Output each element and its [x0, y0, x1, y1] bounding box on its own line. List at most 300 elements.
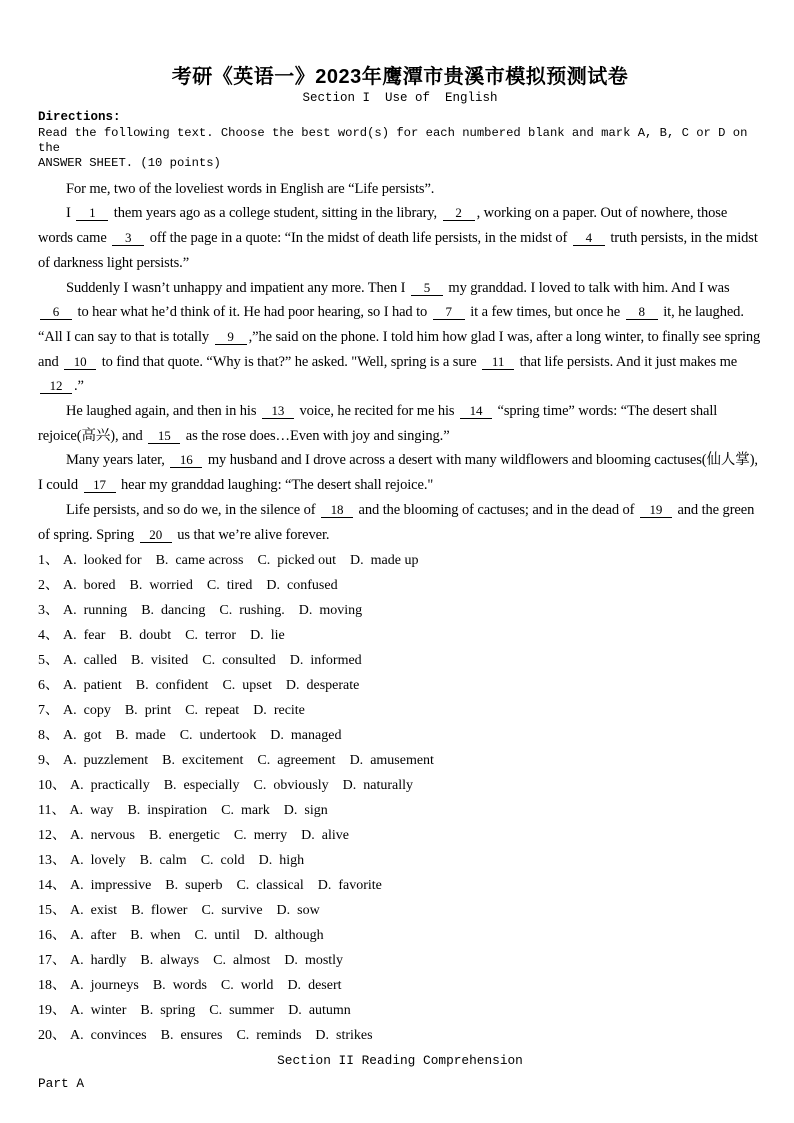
option-label: B.	[155, 553, 169, 569]
option-text: mostly	[304, 953, 344, 969]
option-label: A.	[70, 853, 84, 869]
option-label: C.	[179, 728, 193, 744]
option-label: C.	[233, 828, 247, 844]
question-6-option-b	[136, 678, 209, 693]
question-7-option-b	[125, 703, 171, 718]
question-18-option-a	[70, 978, 139, 993]
cloze-blank-14: 14	[460, 403, 492, 419]
question-9-option-d	[350, 753, 434, 768]
option-text: undertook	[199, 728, 257, 744]
option-text: lie	[270, 628, 285, 644]
option-label: A.	[69, 803, 84, 819]
option-text: looked for	[83, 553, 142, 569]
option-text: confident	[155, 678, 209, 694]
option-label: B.	[135, 678, 149, 694]
question-row-8	[38, 723, 762, 748]
question-17-option-b	[140, 953, 199, 968]
option-text: called	[83, 653, 118, 669]
option-label: A.	[63, 728, 77, 744]
option-text: almost	[232, 953, 271, 969]
question-row-2	[38, 573, 762, 598]
option-label: B.	[160, 1028, 174, 1044]
question-13-option-a	[70, 853, 126, 868]
cloze-blank-10: 10	[64, 354, 96, 370]
question-number: 9、	[38, 753, 59, 769]
question-row-3	[38, 598, 762, 623]
cloze-passage	[38, 177, 762, 548]
option-label: C.	[206, 578, 220, 594]
option-text: informed	[310, 653, 362, 669]
question-row-7	[38, 698, 762, 723]
option-label: A.	[63, 653, 77, 669]
question-number: 20、	[38, 1028, 66, 1044]
option-label: B.	[141, 603, 155, 619]
question-6-option-d	[286, 678, 359, 693]
option-text: convinces	[90, 1028, 147, 1044]
option-label: A.	[63, 678, 77, 694]
cloze-blank-11: 11	[482, 354, 514, 370]
question-number: 13、	[38, 853, 66, 869]
option-label: A.	[70, 903, 84, 919]
option-label: D.	[250, 628, 264, 644]
cloze-blank-17: 17	[84, 477, 116, 493]
question-row-15	[38, 898, 762, 923]
option-text: autumn	[308, 1003, 351, 1019]
option-text: alive	[321, 828, 349, 844]
cloze-blank-5: 5	[411, 280, 443, 296]
option-text: tired	[226, 578, 253, 594]
option-text: puzzlement	[83, 753, 149, 769]
option-label: A.	[63, 703, 77, 719]
directions-label: Directions:	[38, 110, 121, 124]
question-20-option-a	[70, 1028, 147, 1043]
option-text: practically	[90, 778, 150, 794]
question-16-option-c	[194, 928, 240, 943]
question-row-20	[38, 1023, 762, 1048]
option-text: bored	[83, 578, 116, 594]
option-text: although	[274, 928, 324, 944]
option-text: patient	[83, 678, 122, 694]
question-10-option-b	[164, 778, 240, 793]
question-1-option-b	[156, 553, 244, 568]
question-1-option-d	[350, 553, 418, 568]
option-label: C.	[200, 853, 214, 869]
option-text: ensures	[180, 1028, 223, 1044]
question-row-6	[38, 673, 762, 698]
cloze-blank-9: 9	[215, 329, 247, 345]
option-text: visited	[150, 653, 189, 669]
option-label: C.	[219, 603, 233, 619]
directions-text-line-1: Read the following text. Choose the best word(s) for each numbered blank and mark A, B, C or D on the	[38, 125, 755, 155]
question-row-14	[38, 873, 762, 898]
question-number: 12、	[38, 828, 66, 844]
option-text: flower	[150, 903, 188, 919]
option-text: desperate	[306, 678, 360, 694]
question-15-option-c	[201, 903, 262, 918]
option-label: C.	[185, 628, 198, 644]
option-label: A.	[70, 878, 84, 894]
question-7-option-a	[63, 703, 111, 718]
question-8-option-c	[180, 728, 257, 743]
question-2-option-b	[130, 578, 193, 593]
option-text: sign	[304, 803, 328, 819]
option-label: D.	[342, 778, 357, 794]
option-text: world	[240, 978, 274, 994]
option-text: until	[214, 928, 240, 944]
option-text: mark	[241, 803, 270, 819]
question-19-option-c	[209, 1003, 274, 1018]
question-13-option-d	[259, 853, 305, 868]
question-5-option-a	[63, 653, 117, 668]
passage-paragraph-4: He laughed again, and then in his 13 voice, he recited for me his 14 “spring time” words: “The desert shall rejoice(高兴), and 15 as the rose does…Even with joy and singing.”	[38, 403, 718, 444]
directions-text-line-2: ANSWER SHEET. (10 points)	[38, 156, 221, 171]
cloze-blank-20: 20	[140, 527, 172, 543]
option-label: B.	[152, 978, 166, 994]
question-8-option-b	[116, 728, 166, 743]
question-16-option-b	[130, 928, 180, 943]
option-text: amusement	[370, 753, 434, 769]
question-2-option-c	[207, 578, 253, 593]
cloze-blank-3: 3	[112, 230, 144, 246]
question-4-option-a	[63, 628, 105, 643]
option-label: D.	[270, 728, 284, 744]
question-12-option-a	[70, 828, 135, 843]
option-text: especially	[183, 778, 240, 794]
part-a-label: Part A	[38, 1076, 85, 1092]
option-text: words	[172, 978, 207, 994]
question-4-option-c	[185, 628, 236, 643]
option-text: print	[144, 703, 172, 719]
option-label: C.	[194, 928, 208, 944]
option-text: terror	[204, 628, 237, 644]
option-text: energetic	[168, 828, 220, 844]
option-label: D.	[288, 1003, 302, 1019]
option-label: D.	[253, 928, 268, 944]
option-label: C.	[220, 978, 234, 994]
option-label: D.	[284, 953, 298, 969]
option-label: D.	[315, 1028, 330, 1044]
option-label: B.	[130, 928, 144, 944]
option-text: dancing	[161, 603, 206, 619]
question-6-option-a	[63, 678, 122, 693]
option-label: A.	[63, 753, 77, 769]
question-3-option-a	[63, 603, 127, 618]
question-7-option-d	[253, 703, 305, 718]
option-label: B.	[163, 778, 177, 794]
question-number: 17、	[38, 953, 66, 969]
option-label: A.	[63, 628, 77, 644]
option-text: picked out	[277, 553, 336, 569]
option-label: C.	[213, 953, 226, 969]
option-label: B.	[165, 878, 179, 894]
question-4-option-d	[250, 628, 285, 643]
option-text: managed	[290, 728, 342, 744]
option-text: cold	[220, 853, 245, 869]
question-row-4	[38, 623, 762, 648]
option-label: B.	[115, 728, 129, 744]
option-label: C.	[257, 753, 271, 769]
question-8-option-d	[270, 728, 341, 743]
question-5-option-c	[202, 653, 276, 668]
option-text: lovely	[90, 853, 126, 869]
option-label: A.	[70, 778, 84, 794]
question-number: 4、	[38, 628, 59, 644]
option-label: D.	[276, 903, 291, 919]
passage-paragraph-6: Life persists, and so do we, in the silence of 18 and the blooming of cactuses; and in the dead of 19 and the green of spring. Spring 20 us that we’re alive forever.	[38, 501, 755, 543]
option-label: C.	[221, 803, 235, 819]
option-text: repeat	[204, 703, 240, 719]
cloze-blank-15: 15	[148, 428, 180, 444]
option-label: A.	[70, 978, 84, 994]
option-label: C.	[236, 1028, 250, 1044]
question-5-option-b	[131, 653, 188, 668]
question-20-option-d	[315, 1028, 372, 1043]
cloze-blank-19: 19	[640, 502, 672, 518]
option-label: D.	[289, 653, 304, 669]
question-9-option-a	[63, 753, 148, 768]
question-8-option-a	[63, 728, 102, 743]
question-13-option-b	[140, 853, 187, 868]
question-16-option-a	[70, 928, 116, 943]
question-18-option-d	[287, 978, 341, 993]
question-number: 8、	[38, 728, 59, 744]
option-text: doubt	[139, 628, 172, 644]
option-label: D.	[283, 803, 298, 819]
cloze-blank-6: 6	[40, 304, 72, 320]
option-label: C.	[209, 1003, 223, 1019]
option-text: after	[90, 928, 117, 944]
question-row-16	[38, 923, 762, 948]
question-15-option-b	[131, 903, 187, 918]
option-text: consulted	[222, 653, 276, 669]
question-number: 5、	[38, 653, 59, 669]
question-row-18	[38, 973, 762, 998]
option-text: way	[90, 803, 114, 819]
option-label: A.	[63, 553, 77, 569]
option-label: D.	[317, 878, 332, 894]
option-label: B.	[127, 803, 141, 819]
question-12-option-d	[301, 828, 349, 843]
question-list	[38, 548, 762, 1048]
option-label: B.	[139, 853, 153, 869]
option-label: B.	[140, 953, 154, 969]
option-label: D.	[350, 553, 364, 569]
question-6-option-c	[222, 678, 271, 693]
question-18-option-b	[153, 978, 207, 993]
option-label: D.	[349, 753, 364, 769]
question-row-9	[38, 748, 762, 773]
option-text: copy	[83, 703, 111, 719]
option-label: C.	[185, 703, 198, 719]
question-12-option-c	[234, 828, 287, 843]
question-row-5	[38, 648, 762, 673]
question-15-option-a	[70, 903, 117, 918]
option-text: reminds	[256, 1028, 302, 1044]
option-label: D.	[301, 828, 315, 844]
question-10-option-a	[70, 778, 150, 793]
passage-paragraph-3: Suddenly I wasn’t unhappy and impatient any more. Then I 5 my granddad. I loved to talk with him. And I was 6 to hear what he’d think of it. He had poor hearing, so I had to 7 it a few times, but once he 8 it, he laughed. “All I can say to that is totally 9 ,”he said on the phone. I told him how glad I was, after a long winter, to finally see spring and 10 to find that quote. “Why is that?” he asked. "Well, spring is a sure 11 that life persists. And it just makes me 12 .”	[38, 279, 761, 395]
question-20-option-c	[236, 1028, 301, 1043]
question-number: 10、	[38, 778, 66, 794]
option-text: made	[135, 728, 166, 744]
option-label: A.	[63, 578, 77, 594]
question-17-option-a	[70, 953, 126, 968]
option-text: exist	[90, 903, 118, 919]
option-label: D.	[285, 678, 300, 694]
cloze-blank-16: 16	[170, 452, 202, 468]
option-text: journeys	[90, 978, 139, 994]
question-11-option-c	[221, 803, 270, 818]
option-label: B.	[148, 828, 162, 844]
cloze-blank-1: 1	[76, 205, 108, 221]
option-text: upset	[242, 678, 272, 694]
question-16-option-d	[254, 928, 324, 943]
question-number: 15、	[38, 903, 66, 919]
option-text: came across	[175, 553, 244, 569]
question-10-option-c	[254, 778, 329, 793]
question-number: 19、	[38, 1003, 66, 1019]
cloze-blank-18: 18	[321, 502, 353, 518]
option-label: B.	[119, 628, 133, 644]
question-number: 16、	[38, 928, 66, 944]
option-text: nervous	[90, 828, 135, 844]
cloze-blank-7: 7	[433, 304, 465, 320]
question-row-12	[38, 823, 762, 848]
option-text: inspiration	[147, 803, 208, 819]
question-20-option-b	[161, 1028, 223, 1043]
question-number: 18、	[38, 978, 66, 994]
question-11-option-b	[127, 803, 207, 818]
option-text: desert	[308, 978, 342, 994]
option-text: excitement	[182, 753, 244, 769]
question-14-option-c	[236, 878, 303, 893]
question-row-10	[38, 773, 762, 798]
question-3-option-b	[141, 603, 205, 618]
question-number: 1、	[38, 553, 59, 569]
option-label: A.	[63, 603, 77, 619]
question-3-option-c	[219, 603, 284, 618]
cloze-blank-8: 8	[626, 304, 658, 320]
question-12-option-b	[149, 828, 220, 843]
section2-heading: Section II Reading Comprehension	[277, 1053, 523, 1069]
option-label: B.	[124, 703, 138, 719]
option-text: got	[83, 728, 102, 744]
question-3-option-d	[299, 603, 362, 618]
option-text: confused	[287, 578, 338, 594]
question-14-option-a	[70, 878, 151, 893]
option-text: fear	[83, 628, 106, 644]
option-label: B.	[131, 903, 144, 919]
option-label: B.	[162, 753, 175, 769]
question-number: 3、	[38, 603, 59, 619]
option-text: always	[160, 953, 200, 969]
option-label: B.	[140, 1003, 154, 1019]
question-13-option-c	[201, 853, 245, 868]
option-label: D.	[266, 578, 281, 594]
option-text: recite	[273, 703, 305, 719]
page-title: 考研《英语一》2023年鹰潭市贵溪市模拟预测试卷	[171, 66, 629, 88]
option-label: C.	[222, 678, 236, 694]
question-17-option-c	[213, 953, 270, 968]
option-text: hardly	[90, 953, 127, 969]
section1-heading: Section I Use of English	[302, 91, 498, 105]
option-label: C.	[202, 653, 216, 669]
option-text: spring	[160, 1003, 196, 1019]
cloze-blank-12: 12	[40, 378, 72, 394]
cloze-blank-2: 2	[443, 205, 475, 221]
option-label: C.	[257, 553, 271, 569]
question-1-option-a	[63, 553, 142, 568]
passage-paragraph-2: I 1 them years ago as a college student, sitting in the library, 2 , working on a paper. Out of nowhere, those words came 3 off the page in a quote: “In the midst of death life persists, in the midst of 4 truth persists, in the midst of darkness light persists.”	[38, 205, 758, 271]
question-row-19	[38, 998, 762, 1023]
option-text: naturally	[363, 778, 413, 794]
question-row-1	[38, 548, 762, 573]
cloze-blank-13: 13	[262, 403, 294, 419]
question-19-option-b	[140, 1003, 195, 1018]
option-text: agreement	[277, 753, 336, 769]
option-text: survive	[221, 903, 263, 919]
question-2-option-d	[266, 578, 337, 593]
option-label: B.	[131, 653, 144, 669]
option-label: D.	[258, 853, 273, 869]
question-number: 6、	[38, 678, 59, 694]
question-number: 7、	[38, 703, 59, 719]
option-label: C.	[236, 878, 250, 894]
passage-paragraph-5: Many years later, 16 my husband and I drove across a desert with many wildflowers and blooming cactuses(仙人掌), I could 17 hear my granddad laughing: “The desert shall rejoice."	[38, 452, 758, 494]
question-5-option-d	[290, 653, 362, 668]
option-label: D.	[287, 978, 302, 994]
option-text: strikes	[336, 1028, 373, 1044]
option-text: running	[83, 603, 128, 619]
option-label: B.	[129, 578, 143, 594]
option-text: superb	[185, 878, 223, 894]
question-row-17	[38, 948, 762, 973]
question-4-option-b	[119, 628, 171, 643]
option-label: C.	[201, 903, 215, 919]
question-19-option-d	[288, 1003, 351, 1018]
option-label: A.	[70, 928, 84, 944]
question-14-option-d	[318, 878, 382, 893]
question-7-option-c	[185, 703, 239, 718]
option-text: rushing.	[239, 603, 285, 619]
option-label: D.	[298, 603, 313, 619]
option-label: A.	[70, 828, 84, 844]
option-text: made up	[370, 553, 419, 569]
option-text: high	[279, 853, 305, 869]
option-label: C.	[253, 778, 267, 794]
cloze-blank-4: 4	[573, 230, 605, 246]
option-text: sow	[297, 903, 320, 919]
option-text: worried	[149, 578, 193, 594]
option-label: A.	[70, 1028, 84, 1044]
question-11-option-d	[284, 803, 328, 818]
question-row-13	[38, 848, 762, 873]
question-9-option-c	[257, 753, 335, 768]
question-14-option-b	[165, 878, 222, 893]
question-17-option-d	[284, 953, 343, 968]
option-text: merry	[253, 828, 288, 844]
question-19-option-a	[70, 1003, 126, 1018]
question-row-11	[38, 798, 762, 823]
option-text: classical	[256, 878, 304, 894]
question-1-option-c	[257, 553, 336, 568]
option-label: D.	[253, 703, 267, 719]
question-11-option-a	[69, 803, 113, 818]
passage-paragraph-1: For me, two of the loveliest words in English are “Life persists”.	[66, 180, 435, 197]
option-text: when	[150, 928, 181, 944]
question-15-option-d	[277, 903, 320, 918]
question-2-option-a	[63, 578, 116, 593]
